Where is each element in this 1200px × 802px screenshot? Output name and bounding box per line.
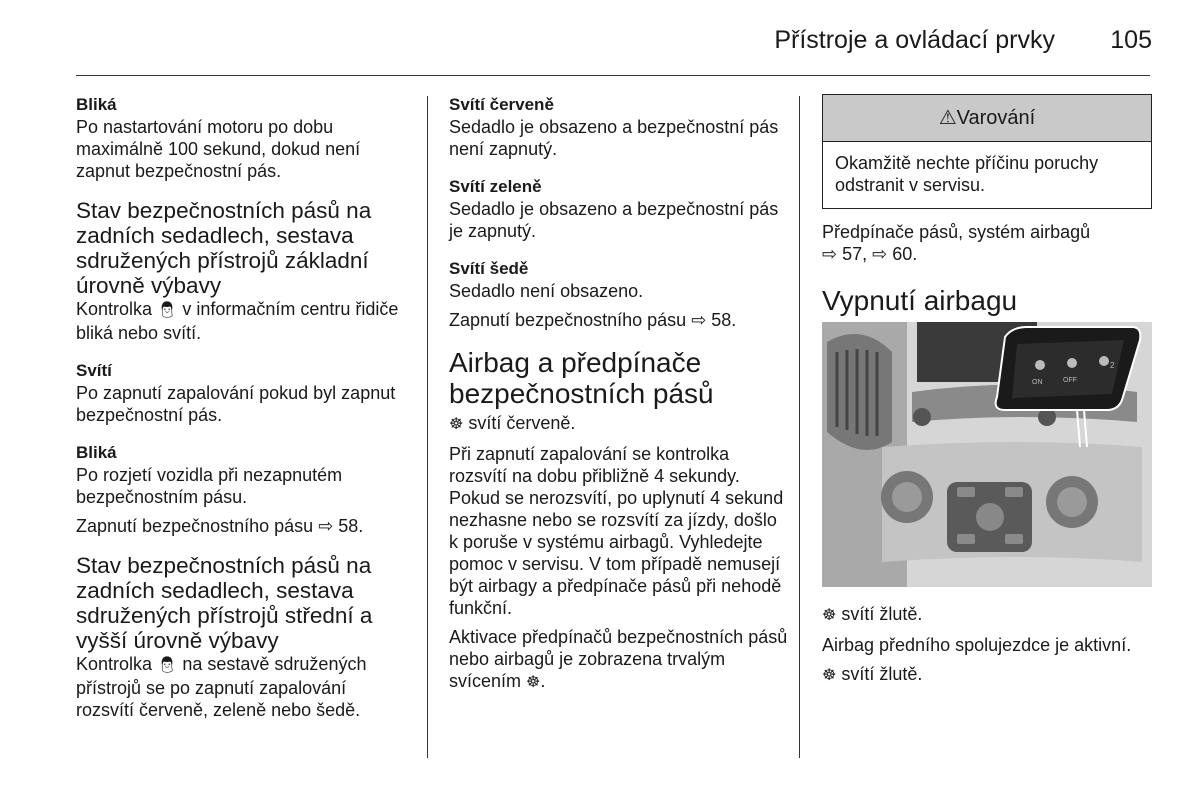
paragraph: ☸ svítí červeně. — [449, 413, 576, 433]
paragraph: Sedadlo není obsazeno. — [449, 281, 644, 301]
svg-text:OFF: OFF — [1063, 377, 1077, 384]
paragraph: Sedadlo je obsazeno a bezpečnostní pás je zapnutý. — [449, 199, 779, 241]
subheading-blika: Bliká — [76, 95, 117, 114]
warning-text: Okamžitě nechte příčinu poruchy odstranit v servisu. — [835, 153, 1099, 195]
paragraph: Airbag předního spolujezdce je aktivní. — [822, 635, 1132, 655]
paragraph: Aktivace předpínačů bezpečnostních pásů nebo airbagů je zobrazena trvalým svícením ☸. — [449, 627, 788, 691]
arrow-right-icon: ⇨ — [872, 244, 888, 264]
paragraph: Kontrolka 👨︎ na sestavě sdružených přístrojů se po zapnutí zapalování rozsvítí červeně, zeleně nebo šedě. — [76, 654, 367, 720]
section-heading: Stav bezpečnostních pásů na zadních sedadlech, sestava sdružených přístrojů základní úrovně výbavy — [76, 198, 372, 298]
warning-triangle-icon: ⚠ — [938, 107, 957, 129]
paragraph: ☸ svítí žlutě. — [822, 664, 923, 684]
airbag-off-icon: ☸ — [822, 667, 837, 684]
paragraph: Po zapnutí zapalování pokud byl zapnut bezpečnostní pás. — [76, 383, 396, 425]
cross-reference: Zapnutí bezpečnostního pásu ⇨ 58. — [449, 310, 737, 330]
arrow-right-icon: ⇨ — [691, 310, 707, 330]
dashboard-airbag-switch-photo — [822, 322, 1152, 587]
chapter-heading: Vypnutí airbagu — [822, 285, 1018, 316]
subheading-sviti: Svítí — [76, 361, 112, 380]
page-number: 105 — [1110, 26, 1152, 54]
column-1 — [76, 94, 406, 728]
airbag-icon: ☸ — [449, 416, 464, 433]
paragraph: ☸ svítí žlutě. — [822, 604, 923, 624]
subheading-red: Svítí červeně — [449, 95, 554, 114]
column-divider-1 — [427, 96, 428, 758]
paragraph: Kontrolka 👨︎ v informačním centru řidiče bliká nebo svítí. — [76, 299, 399, 343]
subheading-blika: Bliká — [76, 443, 117, 462]
arrow-right-icon: ⇨ — [822, 244, 838, 264]
paragraph: Po rozjetí vozidla při nezapnutém bezpečnostním pásu. — [76, 465, 343, 507]
column-2 — [449, 94, 789, 701]
section-heading: Stav bezpečnostních pásů na zadních sedadlech, sestava sdružených přístrojů střední a vyšší úrovně výbavy — [76, 553, 373, 653]
arrow-right-icon: ⇨ — [318, 516, 334, 536]
paragraph: Po nastartování motoru po dobu maximálně 100 sekund, dokud není zapnut bezpečnostní pás. — [76, 117, 361, 181]
paragraph: Při zapnutí zapalování se kontrolka rozsvítí na dobu přibližně 4 sekundy. Pokud se nerozsvítí, po uplynutí 4 sekund nezhasne nebo se rozsvítí za jízdy, došlo k poruše v systému airbagů. Vyhledejte pomoc v servisu. V tom případě nemusejí být airbagy a předpínače pásů při nehodě funkční. — [449, 444, 784, 618]
cross-reference: Předpínače pásů, systém airbagů ⇨ 57, ⇨ 60. — [822, 222, 1091, 264]
svg-text:2: 2 — [1110, 361, 1115, 370]
subheading-green: Svítí zeleně — [449, 177, 542, 196]
page-header-title: Přístroje a ovládací prvky — [774, 26, 1055, 54]
header-rule — [76, 75, 1150, 76]
cross-reference: Zapnutí bezpečnostního pásu ⇨ 58. — [76, 516, 364, 536]
paragraph: Sedadlo je obsazeno a bezpečnostní pás není zapnutý. — [449, 117, 779, 159]
subheading-grey: Svítí šedě — [449, 259, 529, 278]
warning-header: ⚠Varování — [823, 95, 1151, 142]
chapter-heading: Airbag a předpínače bezpečnostních pásů — [449, 347, 714, 409]
warning-box — [822, 94, 1152, 209]
airbag-icon: ☸ — [526, 674, 541, 691]
seatbelt-reminder-icon: 👨︎ — [157, 657, 178, 674]
column-divider-2 — [799, 96, 800, 758]
airbag-icon: ☸ — [822, 607, 837, 624]
seatbelt-reminder-icon: 👨︎ — [157, 302, 178, 319]
svg-text:ON: ON — [1032, 379, 1043, 386]
column-3 — [822, 94, 1152, 694]
